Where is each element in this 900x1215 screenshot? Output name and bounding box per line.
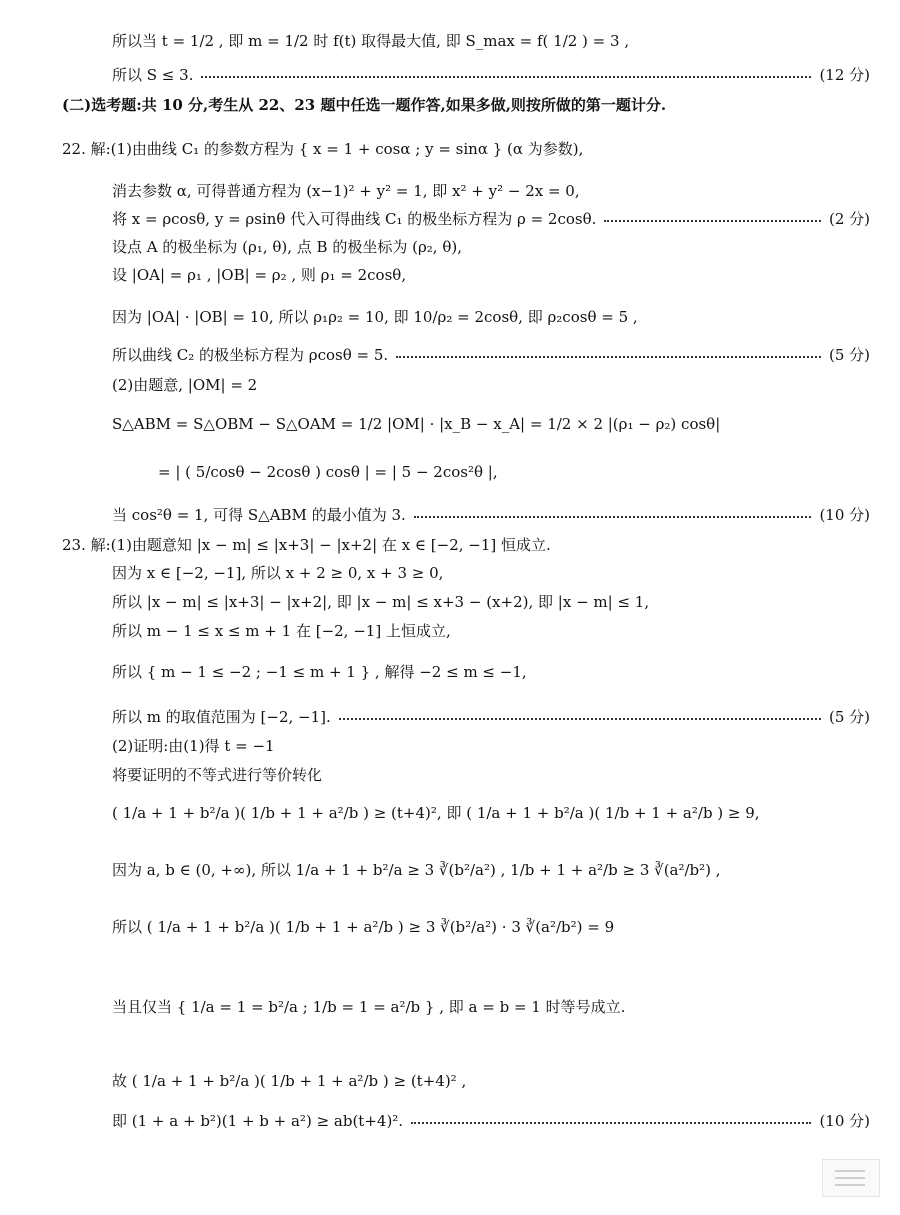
line-text: 23. 解:(1)由题意知 |x − m| ≤ |x+3| − |x+2| 在 x ∈ [−2, −1] 恒成立. [62, 535, 551, 554]
score-label: (5 分) [828, 707, 870, 726]
line-text: = | ( 5/cosθ − 2cosθ ) cosθ | = | 5 − 2cos²θ |, [158, 463, 498, 481]
answer-line-12 [0, 406, 900, 442]
line-text: 所以 { m − 1 ≤ −2 ; −1 ≤ m + 1 } , 解得 −2 ≤ m ≤ −1, [112, 662, 527, 681]
line-text: 因为 a, b ∈ (0, +∞), 所以 1/a + 1 + b²/a ≥ 3 ∛(b²/a²) , 1/b + 1 + a²/b ≥ 3 ∛(a²/b²) , [112, 860, 721, 879]
section-heading [0, 92, 900, 116]
line-text: 当且仅当 { 1/a = 1 = b²/a ; 1/b = 1 = a²/b } , 即 a = b = 1 时等号成立. [112, 997, 626, 1016]
dot-leader [396, 356, 821, 358]
answer-line-18 [0, 618, 900, 642]
score-label: (2 分) [828, 209, 870, 228]
answer-line-1 [0, 22, 900, 58]
answer-line-21 [0, 733, 900, 757]
answer-line-26 [0, 962, 900, 1050]
answer-line-7 [0, 234, 900, 258]
line-text: (二)选考题:共 10 分,考生从 22、23 题中任选一题作答,如果多做,则按所做的第一题计分. [62, 95, 667, 114]
answer-line-11 [0, 372, 900, 396]
answer-line-20 [0, 704, 900, 728]
answer-line-2 [0, 62, 900, 86]
answer-line-8 [0, 262, 900, 286]
line-text: 设点 A 的极坐标为 (ρ₁, θ), 点 B 的极坐标为 (ρ₂, θ), [112, 237, 462, 256]
line-text: 所以 m 的取值范围为 [−2, −1]. [112, 707, 331, 726]
score-label: (5 分) [828, 345, 870, 364]
line-text: (2)由题意, |OM| = 2 [112, 375, 258, 394]
problem-22-header [0, 128, 900, 168]
line-text: 因为 |OA| · |OB| = 10, 所以 ρ₁ρ₂ = 10, 即 10/ρ₂ = 2cosθ, 即 ρ₂cosθ = 5 , [112, 307, 638, 326]
line-text: 消去参数 α, 可得普通方程为 (x−1)² + y² = 1, 即 x² + y² − 2x = 0, [112, 181, 580, 200]
line-text: 故 ( 1/a + 1 + b²/a )( 1/b + 1 + a²/b ) ≥ (t+4)² , [112, 1071, 467, 1090]
line-text: 所以 S ≤ 3. [112, 65, 194, 84]
answer-line-24 [0, 846, 900, 892]
problem-23-header [0, 532, 900, 556]
line-text: 所以 ( 1/a + 1 + b²/a )( 1/b + 1 + a²/b ) ≥ 3 ∛(b²/a²) · 3 ∛(a²/b²) = 9 [112, 917, 615, 936]
score-label: (10 分) [819, 505, 870, 524]
answer-line-22 [0, 762, 900, 786]
line-text: 将要证明的不等式进行等价转化 [112, 765, 323, 784]
line-text: 设 |OA| = ρ₁ , |OB| = ρ₂ , 则 ρ₁ = 2cosθ, [112, 265, 407, 284]
answer-line-27 [0, 1060, 900, 1100]
answer-line-17 [0, 589, 900, 613]
answer-line-9 [0, 298, 900, 334]
answer-line-6 [0, 206, 900, 230]
answer-line-14 [0, 502, 900, 526]
line-text: 所以 |x − m| ≤ |x+3| − |x+2|, 即 |x − m| ≤ x+3 − (x+2), 即 |x − m| ≤ 1, [112, 592, 650, 611]
answer-line-23 [0, 792, 900, 832]
line-text: (2)证明:由(1)得 t = −1 [112, 736, 275, 755]
dot-leader [201, 76, 811, 78]
menu-icon[interactable] [822, 1159, 880, 1197]
line-text: 将 x = ρcosθ, y = ρsinθ 代入可得曲线 C₁ 的极坐标方程为 ρ = 2cosθ. [112, 209, 597, 228]
line-text: ( 1/a + 1 + b²/a )( 1/b + 1 + a²/b ) ≥ (t+4)², 即 ( 1/a + 1 + b²/a )( 1/b + 1 + a²/b ) ≥ 9, [112, 803, 760, 822]
line-text: 当 cos²θ = 1, 可得 S△ABM 的最小值为 3. [112, 505, 406, 524]
answer-line-13 [0, 452, 900, 492]
line-text: 所以 m − 1 ≤ x ≤ m + 1 在 [−2, −1] 上恒成立, [112, 621, 451, 640]
answer-line-10 [0, 342, 900, 366]
answer-line-16 [0, 560, 900, 584]
line-text: 即 (1 + a + b²)(1 + b + a²) ≥ ab(t+4)². [112, 1111, 404, 1130]
line-text: 22. 解:(1)由曲线 C₁ 的参数方程为 { x = 1 + cosα ; y = sinα } (α 为参数), [62, 139, 584, 158]
answer-line-5 [0, 178, 900, 202]
line-text: S△ABM = S△OBM − S△OAM = 1/2 |OM| · |x_B − x_A| = 1/2 × 2 |(ρ₁ − ρ₂) cosθ| [112, 415, 721, 433]
dot-leader [604, 220, 821, 222]
score-label: (10 分) [819, 1111, 870, 1130]
line-text: 所以曲线 C₂ 的极坐标方程为 ρcosθ = 5. [112, 345, 389, 364]
dot-leader [414, 516, 812, 518]
dot-leader [339, 718, 821, 720]
line-text: 所以当 t = 1/2 , 即 m = 1/2 时 f(t) 取得最大值, 即 S_max = f( 1/2 ) = 3 , [112, 31, 630, 50]
answer-line-19 [0, 650, 900, 692]
answer-line-25 [0, 904, 900, 948]
score-label: (12 分) [819, 65, 870, 84]
answer-line-28 [0, 1108, 900, 1132]
line-text: 因为 x ∈ [−2, −1], 所以 x + 2 ≥ 0, x + 3 ≥ 0, [112, 563, 444, 582]
dot-leader [411, 1122, 811, 1124]
